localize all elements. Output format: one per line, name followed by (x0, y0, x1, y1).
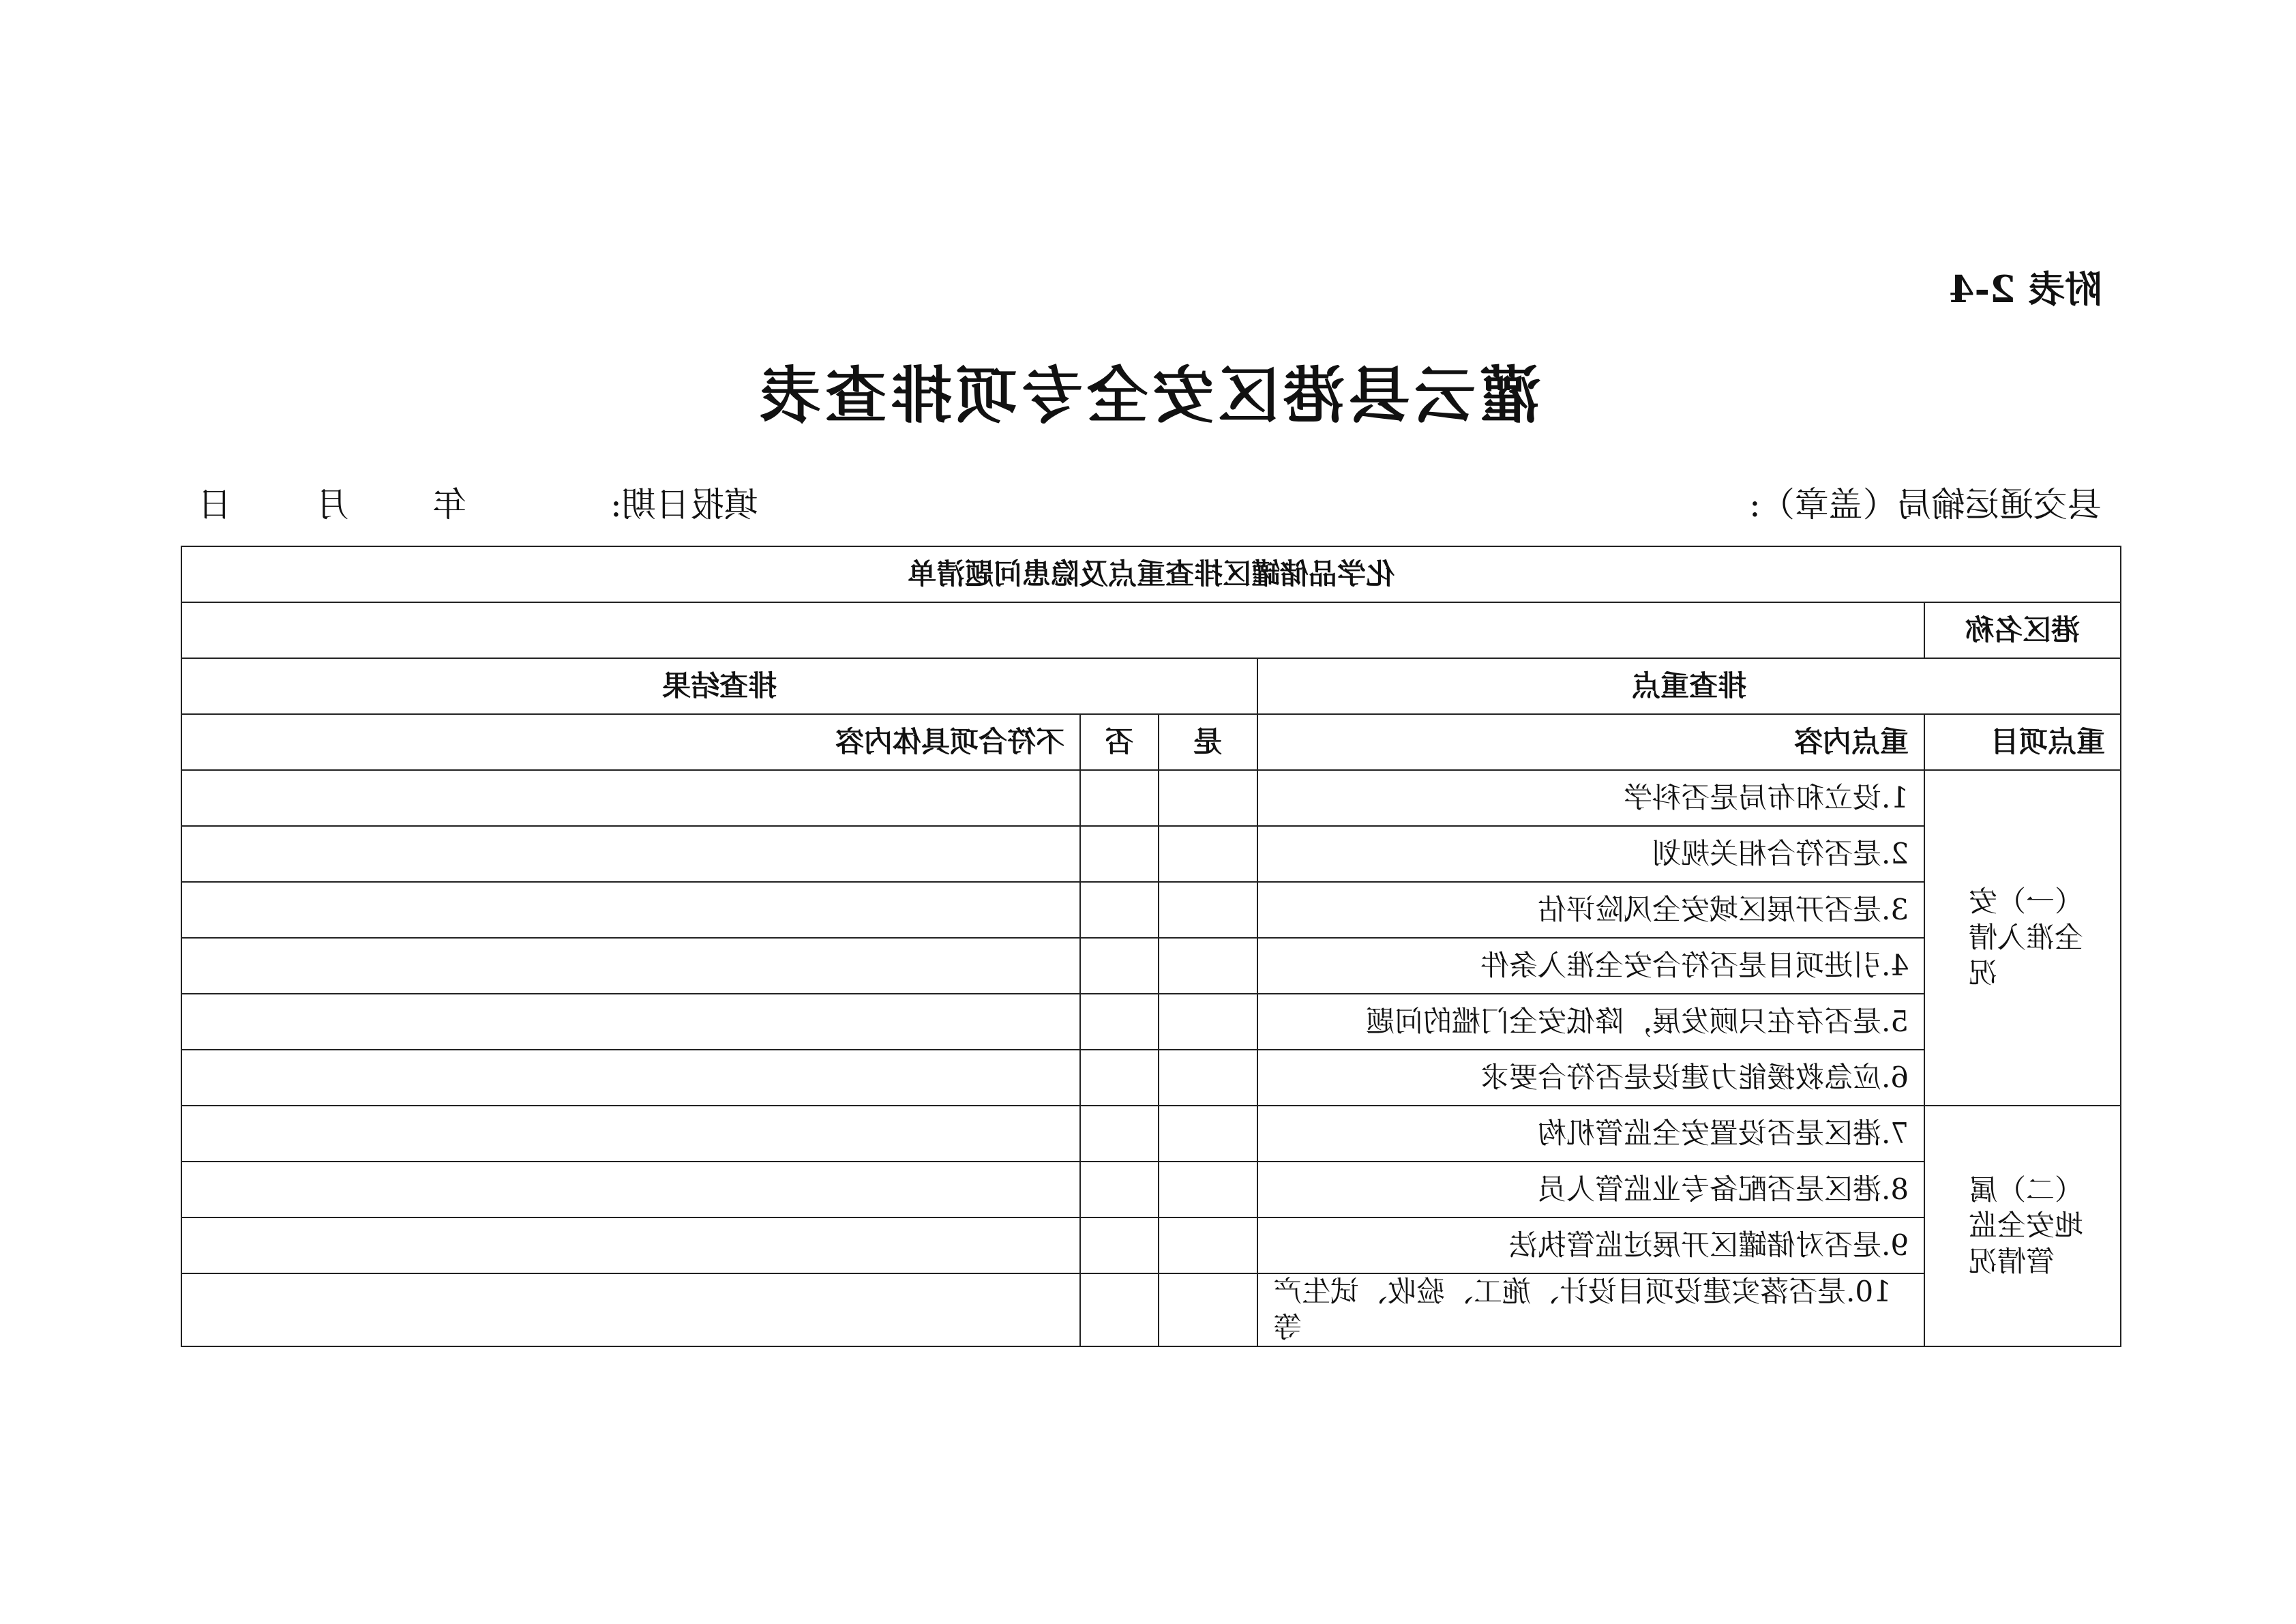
section-label-cell (1924, 770, 2121, 1106)
item-column-header (1924, 714, 2121, 770)
table-row (181, 1217, 2121, 1273)
table-row (181, 938, 2121, 994)
banner-cell (181, 546, 2121, 602)
no-check-cell[interactable] (1080, 994, 1159, 1050)
table-row (181, 882, 2121, 938)
no-check-cell[interactable] (1080, 1162, 1159, 1217)
table-banner: 化学品储罐区排查重点及隐患问题清单 (908, 557, 1395, 591)
yes-check-cell[interactable] (1159, 1106, 1257, 1162)
agency-label: 县交通运输局（盖章）: (1749, 485, 2102, 525)
focus-content-cell (1257, 1217, 1924, 1273)
focus-content: 4.引进项目是否符合安全准入条件 (1480, 948, 1909, 982)
focus-content-cell (1257, 1162, 1924, 1217)
focus-content-cell (1257, 1050, 1924, 1106)
attachment-label: 附表 2-4 (1948, 267, 2102, 311)
item-header-label: 重点项目 (1991, 724, 2106, 758)
yes-check-cell[interactable] (1159, 1162, 1257, 1217)
no-check-cell[interactable] (1080, 1106, 1159, 1162)
noncompliance-details-cell[interactable] (181, 882, 1080, 938)
result-group-label: 排查结果 (661, 668, 777, 703)
focus-content: 2.是否符合相关规划 (1652, 836, 1909, 870)
table-row (181, 1273, 2121, 1346)
yes-check-cell[interactable] (1159, 938, 1257, 994)
focus-content: 8.港区是否配备专业监管人员 (1537, 1172, 1909, 1206)
date-month: 月 (314, 485, 349, 525)
fill-date-label: 填报日期: (610, 485, 759, 525)
date-year: 年 (432, 485, 466, 525)
result-group-header (181, 658, 1257, 714)
yes-check-cell[interactable] (1159, 882, 1257, 938)
yes-header-label: 是 (1193, 724, 1223, 758)
no-check-cell[interactable] (1080, 1050, 1159, 1106)
inspection-table-body (181, 546, 2121, 1346)
focus-content-cell (1257, 826, 1924, 882)
yes-check-cell[interactable] (1159, 1273, 1257, 1346)
table-row (181, 1162, 2121, 1217)
no-check-cell[interactable] (1080, 882, 1159, 938)
section-label: （一）安全准入情况 (1969, 885, 2084, 990)
agency-row (1749, 481, 2102, 529)
fill-date-row (198, 481, 758, 529)
yes-check-cell[interactable] (1159, 1217, 1257, 1273)
noncompliance-details-cell[interactable] (181, 1273, 1080, 1346)
focus-content: 6.应急救援能力建设是否符合要求 (1480, 1060, 1909, 1094)
focus-content-cell (1257, 770, 1924, 826)
attachment-label-box (1924, 265, 2102, 314)
focus-content: 10.是否落实建设项目设计、施工、验收、试生产等 (1273, 1275, 1892, 1344)
focus-group-label: 排查重点 (1632, 668, 1747, 703)
noncompliance-details-cell[interactable] (181, 826, 1080, 882)
focus-content-cell (1257, 1273, 1924, 1346)
title-box (0, 355, 2296, 437)
no-check-cell[interactable] (1080, 1217, 1159, 1273)
column-header-row (181, 714, 2121, 770)
noncompliance-details-cell[interactable] (181, 994, 1080, 1050)
port-name-value-cell[interactable] (181, 602, 1924, 658)
noncompliance-details-cell[interactable] (181, 938, 1080, 994)
noncompliance-details-cell[interactable] (181, 1050, 1080, 1106)
section-label-cell (1924, 1106, 2121, 1346)
focus-content: 3.是否开展区域安全风险评估 (1537, 892, 1909, 926)
table-row (181, 1050, 2121, 1106)
table-row (181, 1106, 2121, 1162)
focus-group-header (1257, 658, 2121, 714)
date-day: 日 (198, 485, 232, 525)
no-check-cell[interactable] (1080, 770, 1159, 826)
focus-content: 7.港区是否设置安全监管机构 (1537, 1116, 1909, 1150)
yes-check-cell[interactable] (1159, 826, 1257, 882)
focus-content-cell (1257, 1106, 1924, 1162)
table-row (181, 826, 2121, 882)
noncompliance-details-cell[interactable] (181, 1106, 1080, 1162)
port-name-label: 港区名称 (1965, 612, 2081, 647)
no-check-cell[interactable] (1080, 938, 1159, 994)
yes-check-cell[interactable] (1159, 994, 1257, 1050)
focus-content: 5.是否存在只顾发展，降低安全门槛的问题 (1365, 1004, 1909, 1038)
focus-content: 1.设立和布局是否科学 (1623, 780, 1909, 814)
section-label: （二）属地安全监管情况 (1969, 1172, 2084, 1278)
group-header-row (181, 658, 2121, 714)
noncompliance-details-cell[interactable] (181, 770, 1080, 826)
details-column-header (181, 714, 1080, 770)
no-header-label: 否 (1105, 724, 1134, 758)
yes-check-cell[interactable] (1159, 770, 1257, 826)
no-check-cell[interactable] (1080, 1273, 1159, 1346)
content-header-label: 重点内容 (1793, 724, 1909, 758)
table-row (181, 994, 2121, 1050)
noncompliance-details-cell[interactable] (181, 1217, 1080, 1273)
banner-row (181, 546, 2121, 602)
port-name-label-cell (1924, 602, 2121, 658)
focus-content-cell (1257, 994, 1924, 1050)
focus-content-cell (1257, 882, 1924, 938)
table-row (181, 770, 2121, 826)
port-name-row (181, 602, 2121, 658)
inspection-table (181, 546, 2121, 1347)
focus-content-cell (1257, 938, 1924, 994)
no-check-cell[interactable] (1080, 826, 1159, 882)
document-title: 灌云县港区安全专项排查表 (755, 359, 1541, 432)
noncompliance-details-cell[interactable] (181, 1162, 1080, 1217)
no-column-header (1080, 714, 1159, 770)
focus-content: 9.是否对储罐区开展过监管执法 (1508, 1228, 1909, 1262)
yes-column-header (1159, 714, 1257, 770)
content-column-header (1257, 714, 1924, 770)
yes-check-cell[interactable] (1159, 1050, 1257, 1106)
details-header-label: 不符合项具体内容 (835, 724, 1064, 758)
